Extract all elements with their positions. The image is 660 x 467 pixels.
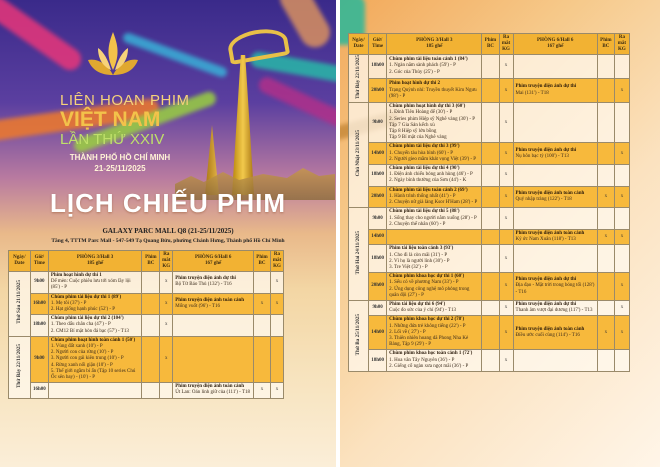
header-bc: Phim BC [482, 34, 499, 55]
film-line: 2. Chuyện thế nhân (60') - P [389, 221, 446, 227]
bc-mark [254, 315, 271, 337]
table-row [349, 316, 630, 350]
film-title: Chùm phim tài liệu dự thi 3 (99') [389, 144, 460, 150]
film-title: Phim hoạt hình dự thi 1 [50, 273, 102, 278]
film-cell [387, 229, 482, 244]
bc-mark [597, 208, 614, 230]
film-title: Chùm phim hoạt hình toàn cảnh 1 (50') [50, 337, 136, 343]
film-cell [513, 273, 597, 301]
film-title: Phim truyện điện ảnh toàn cảnh [515, 190, 585, 196]
kg-mark [270, 336, 283, 382]
film-cell [513, 350, 597, 372]
time-cell: 14h00 [369, 229, 387, 244]
table-row [349, 103, 630, 143]
ribbon-decoration [256, 75, 336, 132]
time-cell: 16h00 [30, 293, 48, 315]
kg-mark: x [270, 272, 283, 294]
bc-mark [482, 245, 499, 273]
film-cell [48, 383, 142, 398]
film-cell [48, 336, 142, 382]
film-cell [48, 315, 142, 337]
kg-mark [160, 383, 173, 398]
film-cell [513, 143, 597, 165]
film-cell [173, 383, 254, 398]
date-cell [349, 300, 369, 371]
film-title: Chùm phim tài liệu dự thi 1 (89') [50, 294, 122, 300]
kg-mark: x [614, 143, 629, 165]
bc-mark: x [254, 383, 271, 398]
film-title: Chùm phim tài liệu dự thi 4 (90') [389, 166, 460, 172]
film-line: 1. Điện ảnh chiếu bóng anh hùng (46') - P [389, 172, 473, 178]
film-title: Phim truyện điện ảnh toàn cảnh [515, 230, 585, 236]
film-line: Ký ức Nam Xuân (118') - T13 [515, 237, 576, 243]
date-cell [349, 55, 369, 103]
film-line: 1. Ngàn năm sành phách (59') - P [389, 63, 456, 69]
bc-mark [482, 103, 499, 143]
film-title: Chùm phim khoa học dự thi 1 (60') [389, 274, 465, 280]
time-cell: 18h00 [369, 350, 387, 372]
kg-mark: x [270, 293, 283, 315]
bc-mark [597, 143, 614, 165]
film-cell [387, 316, 482, 350]
film-line: 2. Góc của Thủy (25') - P [389, 69, 440, 75]
kg-mark: x [499, 165, 513, 187]
bc-mark [597, 55, 614, 79]
landmark-tower-decoration [232, 55, 254, 195]
header-kg: Ra mắt KG [270, 251, 283, 272]
time-cell: 20h00 [369, 273, 387, 301]
table-row [349, 55, 630, 79]
film-title: Phim tài liệu toàn cảnh 3 (93') [389, 246, 454, 252]
film-cell [513, 229, 597, 244]
film-cell [513, 103, 597, 143]
film-cell [513, 245, 597, 273]
film-line: 2. Vì họ là người lính (30') - P [389, 258, 450, 264]
kg-mark: x [499, 273, 513, 301]
time-cell: 18h00 [369, 165, 387, 187]
header-bc: Phim BC [142, 251, 160, 272]
date-label: Thứ Hai 24/11/2025 [355, 230, 362, 275]
bc-mark [597, 103, 614, 143]
date-label: Thứ Ba 25/11/2025 [355, 313, 362, 356]
film-line: Cuộc đo sức của ý chí (94') - T13 [389, 308, 456, 314]
film-line: 2. CM12 Bí mật hòn đá bạc (57') - T13 [50, 328, 129, 334]
time-cell: 9h00 [30, 336, 48, 382]
film-cell [513, 79, 597, 103]
film-title: Phim truyện điện ảnh toàn cảnh [515, 326, 585, 332]
bc-mark [597, 245, 614, 273]
kg-mark: x [499, 245, 513, 273]
kg-mark: x [160, 272, 173, 294]
film-cell [513, 186, 597, 208]
film-line: 3. Tre Việt (32') - P [389, 264, 428, 270]
table-row [349, 350, 630, 372]
film-line: Quỷ nhập tràng (122') - T18 [515, 196, 572, 202]
festival-dates: 21-25/11/2025 [94, 164, 146, 173]
kg-mark [614, 165, 629, 187]
film-cell [513, 208, 597, 230]
bc-mark [482, 186, 499, 208]
kg-mark: x [270, 383, 283, 398]
header-kg: Ra mắt KG [160, 251, 173, 272]
bc-mark [597, 350, 614, 372]
header-kg: Ra mắt KG [499, 34, 513, 55]
bc-mark [482, 350, 499, 372]
film-line: Út Lan: Oán linh giữ của (111') - T18 [175, 390, 251, 396]
header-bc: Phim BC [254, 251, 271, 272]
schedule-table-right [348, 33, 630, 372]
date-label: Thứ Bảy 22/11/2025 [16, 343, 23, 388]
bc-mark [597, 300, 614, 315]
table-row [349, 229, 630, 244]
film-cell [387, 55, 482, 79]
hall3-label: PHÒNG 3/Hall 3 [416, 38, 453, 43]
film-line: Tập 8 Hiệp sỹ lớn bồng [389, 129, 437, 135]
schedule-body [9, 272, 284, 399]
bc-mark [142, 272, 160, 294]
film-title: Phim truyện điện ảnh toàn cảnh [175, 297, 245, 303]
kg-mark: x [614, 300, 629, 315]
film-line: Trạng Quỳnh nhí: Truyền thuyết Kim Ngưu (98') - P [389, 87, 477, 99]
film-line: 1. Vùng đất xanh (10') - P [50, 344, 103, 350]
film-line: Nụ hôn bạc tỷ (100') - T13 [515, 153, 569, 159]
film-line: Thanh âm vượt đại dương (117') - T13 [515, 308, 593, 314]
date-label: Thứ Bảy 22/11/2025 [355, 55, 362, 100]
film-line: 2. Series phim Hiệp sỹ Nghê vàng (30') - P [389, 116, 476, 122]
header-date: Ngày/ Date [349, 34, 369, 55]
film-line: Mống vuốt (96') - T16 [175, 303, 220, 309]
bc-mark [482, 55, 499, 79]
film-line: Dế mèn: Cuộc phiêu lưu tới xóm lầy lội (85') - P [50, 279, 131, 291]
film-line: Địa đạo - Mặt trời trong bóng tối (128') - T16 [515, 283, 595, 295]
date-cell [9, 336, 31, 398]
time-cell: 9h00 [369, 103, 387, 143]
bc-mark [482, 229, 499, 244]
film-line: 2. Giếng cổ ngàn xưa ngọt mãi (36') - P [389, 363, 469, 369]
film-cell [387, 245, 482, 273]
kg-mark: x [160, 336, 173, 382]
table-row [349, 186, 630, 208]
date-cell [349, 208, 369, 301]
film-line: 1. Những đứa trẻ không tiếng (22') - P [389, 323, 466, 329]
schedule-title: LỊCH CHIẾU PHIM [50, 188, 286, 218]
kg-mark: x [499, 103, 513, 143]
bc-mark: x [597, 186, 614, 208]
film-cell [387, 143, 482, 165]
film-cell [387, 300, 482, 315]
film-cell [387, 186, 482, 208]
header-hall6 [173, 251, 254, 272]
bc-mark [142, 315, 160, 337]
film-line: Tập 9 Bí mật của Nghê vàng [389, 135, 447, 141]
film-line: 1. Cho đi là còn mãi (31') - P [389, 252, 448, 258]
film-title: Phim truyện điện ảnh dự thi [515, 84, 577, 90]
time-cell: 16h00 [30, 383, 48, 398]
time-cell: 18h00 [30, 315, 48, 337]
table-row [9, 272, 284, 294]
time-cell: 20h00 [369, 186, 387, 208]
kg-mark: x [614, 273, 629, 301]
kg-mark [614, 245, 629, 273]
festival-location [60, 152, 180, 174]
time-cell: 20h00 [369, 79, 387, 103]
header-hall3 [387, 34, 482, 55]
table-header-row [349, 34, 630, 55]
date-label: Chủ Nhật 23/11/2025 [355, 130, 362, 177]
bc-mark: x [597, 316, 614, 350]
table-row [349, 143, 630, 165]
film-title: Chùm phim tài liệu toàn cảnh 1 (84') [389, 57, 468, 63]
film-cell [48, 293, 142, 315]
kg-mark: x [614, 79, 629, 103]
film-title: Chùm phim khoa học dự thi 2 (78') [389, 317, 465, 323]
venue-address: Tầng 4, TTTM Parc Mall - 547-549 Tạ Quang Bửu, phường Chánh Hưng, Thành phố Hồ Chí Minh [51, 238, 285, 244]
film-line: 1. Chuyến tàu hòa bình (60') - P [389, 150, 454, 156]
hall3-seats: 185 ghế [86, 261, 104, 266]
film-line: 1. Hoa văn Tây Nguyên (36') - P [389, 357, 455, 363]
kg-mark: x [614, 229, 629, 244]
hall3-seats: 185 ghế [426, 44, 443, 49]
kg-mark [614, 103, 629, 143]
time-cell: 14h00 [369, 316, 387, 350]
kg-mark: x [499, 186, 513, 208]
film-title: Phim truyện điện ảnh dự thi [515, 147, 577, 153]
schedule-body [349, 55, 630, 372]
film-cell [173, 272, 254, 294]
film-line: Điều ước cuối cùng (114') - T16 [515, 332, 580, 338]
bc-mark: x [597, 229, 614, 244]
film-cell [387, 165, 482, 187]
bc-mark [254, 272, 271, 294]
film-title: Phim truyện điện ảnh toàn cảnh [175, 384, 245, 390]
film-cell [387, 79, 482, 103]
film-line: 1. Sếu có về phương Nam (33') - P [389, 280, 459, 286]
film-cell [513, 165, 597, 187]
table-row [9, 315, 284, 337]
film-line: Mai (131') - T18 [515, 90, 549, 96]
bc-mark [597, 79, 614, 103]
film-line: 2. Người gieo mầm khát vọng Việt (39') - P [389, 156, 477, 162]
kg-mark [270, 315, 283, 337]
film-title: Chùm phim hoạt hình dự thi 3 (60') [389, 104, 466, 110]
film-line: 4. Rừng xanh nổi giận (10') - P [50, 362, 113, 368]
kg-mark: x [499, 55, 513, 79]
kg-mark: x [499, 143, 513, 165]
film-line: 2. Hạt giống hạnh phúc (52') - P [50, 307, 116, 313]
kg-mark: x [160, 293, 173, 315]
time-cell: 9h00 [30, 272, 48, 294]
film-cell [173, 315, 254, 337]
table-header-row [9, 251, 284, 272]
bc-mark [142, 293, 160, 315]
poster-page-right [340, 0, 660, 467]
film-line: 1. Theo dấu chân cha (47') - P [50, 322, 111, 328]
film-title: Chùm phim tài liệu dự thi 5 (88') [389, 209, 460, 215]
header-bc: Phim BC [597, 34, 614, 55]
header-time: Giờ/ Time [369, 34, 387, 55]
film-line: 1. Mẹ tôi (37') - P [50, 300, 87, 306]
table-row [349, 245, 630, 273]
film-title: Chùm phim khoa học toàn cảnh 1 (72') [389, 351, 473, 357]
film-line: Bộ Tứ Báo Thủ (132') - T16 [175, 282, 232, 288]
festival-city: THÀNH PHỐ HỒ CHÍ MINH [69, 153, 171, 162]
film-cell [48, 272, 142, 294]
venue-name: GALAXY PARC MALL Q8 (21-25/11/2025) [102, 227, 234, 235]
film-line: 5. Thế giới ngầm bí ẩn (Tập 10 series Chú Ốc sên bay) - (10') - P [50, 368, 136, 381]
bc-mark [142, 383, 160, 398]
table-row [349, 165, 630, 187]
film-title: Chùm phim tài liệu dự thi 2 (104') [50, 316, 124, 322]
hall3-label: PHÒNG 3/Hall 3 [76, 255, 114, 260]
schedule-table-left [8, 250, 284, 399]
festival-title-line1: LIÊN HOAN PHIM [60, 92, 190, 109]
film-line: 3. Thiên nhiên hoang dã Phong Nha Kẻ Bàng, Tập 9 (29') - P [389, 335, 469, 348]
film-cell [513, 55, 597, 79]
hall6-seats: 167 ghế [205, 261, 222, 266]
bc-mark [482, 165, 499, 187]
table-row [9, 336, 284, 382]
header-date: Ngày/ Date [9, 251, 31, 272]
bc-mark [597, 273, 614, 301]
festival-title-line3: LẦN THỨ XXIV [60, 131, 165, 148]
film-line: 2. Ngày bình thường của Sơn (44') - K [389, 178, 467, 184]
bc-mark [482, 208, 499, 230]
film-title: Chùm phim tài liệu toàn cảnh 2 (69') [389, 187, 468, 193]
date-cell [349, 103, 369, 208]
header-hall3 [48, 251, 142, 272]
table-row [349, 79, 630, 103]
kg-mark [614, 55, 629, 79]
film-line: 2. Ứng dụng công nghệ mô phỏng trong quân đội (27') - P [389, 286, 470, 298]
film-cell [513, 300, 597, 315]
film-cell [513, 316, 597, 350]
film-line: 2. Chuyện nữ già làng Ksor H'Ham (28') - P [389, 200, 478, 206]
hall6-seats: 167 ghế [547, 44, 564, 49]
time-cell: 14h00 [369, 143, 387, 165]
film-line: 1. Sống thay cho người nằm xuống (28') - P [389, 215, 477, 221]
kg-mark [614, 208, 629, 230]
table-row [349, 273, 630, 301]
date-label: Thứ Sáu 21/11/2025 [16, 280, 23, 325]
film-cell [387, 273, 482, 301]
header-kg: Ra mắt KG [614, 34, 629, 55]
film-title: Phim hoạt hình dự thi 2 [389, 81, 441, 87]
film-line: Tập 7 Gia Sản kếch xù [389, 122, 435, 128]
film-cell [387, 103, 482, 143]
film-title: Phim truyện điện ảnh dự thi [515, 277, 577, 283]
hall6-label: PHÒNG 6/Hall 6 [537, 38, 574, 43]
table-row [349, 300, 630, 315]
festival-title-line2: VIỆT NAM [60, 108, 161, 131]
film-line: 2. Người con của rừng (10') - P [50, 350, 114, 356]
kg-mark: x [614, 316, 629, 350]
film-cell [173, 293, 254, 315]
date-cell [9, 272, 31, 337]
bc-mark [597, 165, 614, 187]
film-line: 1. Đinh Tiên Hoàng đế (30') - P [389, 110, 453, 116]
film-title: Phim truyện điện ảnh dự thi [515, 301, 577, 307]
header-hall6 [513, 34, 597, 55]
time-cell: 18h00 [369, 55, 387, 79]
film-title: Phim tài liệu dự thi 6 (94') [389, 301, 446, 307]
bc-mark [482, 79, 499, 103]
bc-mark [142, 336, 160, 382]
hall6-label: PHÒNG 6/Hall 6 [194, 255, 232, 260]
film-title: Phim truyện điện ảnh dự thi [175, 276, 236, 282]
kg-mark [499, 229, 513, 244]
time-cell: 9h00 [369, 300, 387, 315]
kg-mark [614, 350, 629, 372]
kg-mark: x [499, 79, 513, 103]
bc-mark [482, 300, 499, 315]
film-cell [387, 208, 482, 230]
header-time: Giờ/ Time [30, 251, 48, 272]
film-line: 1. Hành trình thống nhất (41') - P [389, 193, 456, 199]
bc-mark [482, 143, 499, 165]
ribbon-decoration [0, 0, 85, 74]
kg-mark: x [160, 315, 173, 337]
film-line: 2. Lối về ( 27') - P [389, 329, 426, 335]
table-row [9, 383, 284, 398]
time-cell: 9h00 [369, 208, 387, 230]
table-row [349, 208, 630, 230]
kg-mark: x [499, 208, 513, 230]
bc-mark [254, 336, 271, 382]
table-row [9, 293, 284, 315]
bc-mark [482, 273, 499, 301]
film-cell [173, 336, 254, 382]
film-cell [387, 350, 482, 372]
bc-mark: x [254, 293, 271, 315]
bc-mark [482, 316, 499, 350]
time-cell: 18h00 [369, 245, 387, 273]
kg-mark: x [614, 186, 629, 208]
kg-mark: x [499, 300, 513, 315]
film-line: 3. Người con gái kiên trung (10') - P [50, 356, 124, 362]
festival-title [60, 92, 190, 148]
kg-mark: x [499, 350, 513, 372]
kg-mark: x [499, 316, 513, 350]
festival-logo-icon [78, 30, 148, 85]
